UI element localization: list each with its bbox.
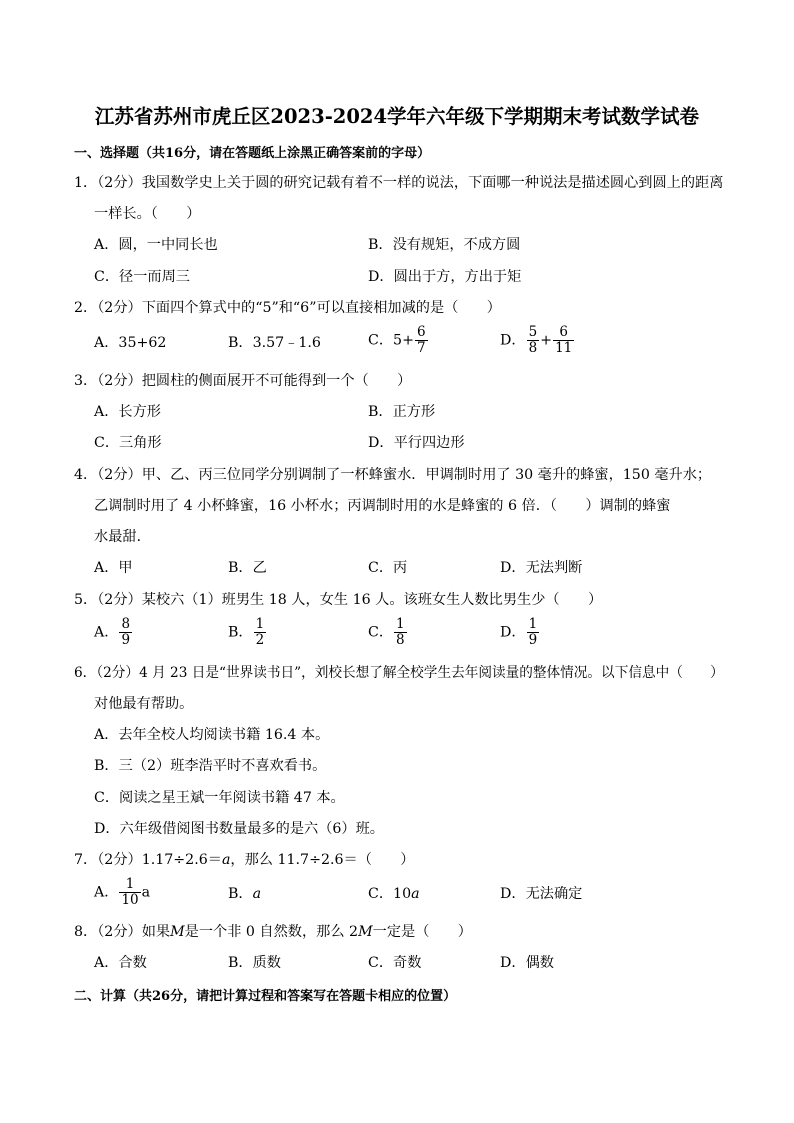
question-6-option-a: A．去年全校人均阅读书籍 16.4 本。	[94, 727, 330, 743]
question-6-text: 6．（2分）4 月 23 日是“世界读书日”，刘校长想了解全校学生去年阅读量的整体情况。以下信息中（ ）	[74, 665, 724, 681]
question-3-option-d: D．平行四边形	[368, 435, 465, 451]
question-5-option-b	[228, 617, 267, 648]
question-8-text-part: 是一个非 0 自然数，那么 2	[184, 924, 359, 940]
question-7-text-part: 7．（2分）1.17÷2.6＝	[74, 852, 222, 868]
fraction-denominator: 11	[555, 340, 573, 356]
question-3-text: 3．（2分）把圆柱的侧面展开不可能得到一个（ ）	[74, 373, 412, 389]
fraction-denominator: 8	[396, 632, 405, 648]
question-1-option-d: D．圆出于方，方出于矩	[368, 269, 522, 285]
question-2-option-c	[368, 325, 429, 356]
fraction	[119, 617, 132, 648]
question-7-option-b	[228, 884, 261, 904]
question-1-option-b: B．没有规矩，不成方圆	[368, 237, 521, 253]
question-6-option-d: D．六年级借阅图书数量最多的是六（6）班。	[94, 821, 384, 837]
question-8-option-d: D．偶数	[500, 955, 554, 971]
question-1-text: 1．（2分）我国数学史上关于圆的研究记载有着不一样的说法，下面哪一种说法是描述圆心到圆上的距离	[74, 175, 724, 191]
question-1-option-c: C．径一而周三	[94, 269, 190, 285]
option-label: D．	[500, 332, 526, 349]
question-2-option-a: A．35+62	[94, 335, 167, 351]
fraction-numerator: 5	[528, 324, 538, 340]
question-4-text-cont: 水最甜．	[94, 529, 151, 545]
question-6-option-c: C．阅读之星王斌一年阅读书籍 47 本。	[94, 790, 345, 806]
option-label: C．5+	[368, 332, 414, 349]
question-4-text: 4．（2分）甲、乙、丙三位同学分别调制了一杯蜂蜜水．甲调制时用了 30 毫升的蜂蜜，150 毫升水；	[74, 467, 712, 483]
question-7-option-a	[94, 877, 150, 908]
option-label: C．	[368, 624, 394, 641]
fraction-numerator: 6	[416, 324, 426, 340]
question-7-text	[74, 850, 414, 870]
question-3-option-c: C．三角形	[94, 435, 162, 451]
plus-sign: +	[540, 332, 553, 349]
variable-m: M	[170, 924, 185, 940]
question-8-text	[74, 922, 472, 942]
fraction	[527, 325, 540, 356]
question-5-text: 5．（2分）某校六（1）班男生 18 人，女生 16 人。该班女生人数比男生少（ ）	[74, 592, 603, 608]
question-6-option-b: B．三（2）班李浩平时不喜欢看书。	[94, 758, 327, 774]
fraction-denominator: 10	[121, 892, 139, 908]
fraction-numerator: 1	[528, 616, 538, 632]
question-8-option-a: A．合数	[94, 955, 147, 971]
section-heading-calculation: 二、计算（共26分，请把计算过程和答案写在答题卡相应的位置）	[74, 989, 457, 1004]
question-3-option-b: B．正方形	[368, 404, 436, 420]
fraction	[527, 617, 540, 648]
question-5-option-d	[500, 617, 540, 648]
question-4-option-c: C．丙	[368, 560, 408, 576]
question-4-option-a: A．甲	[94, 560, 133, 576]
option-label: A．	[94, 624, 119, 641]
question-4-text-cont: 乙调制时用了 4 小杯蜂蜜，16 小杯水；丙调制时用的水是蜂蜜的 6 倍．（ ）调制的蜂蜜	[94, 498, 671, 514]
fraction	[254, 617, 267, 648]
option-label: C．10	[368, 886, 412, 902]
question-8-option-b: B．质数	[228, 955, 281, 971]
section-heading-choice: 一、选择题（共16分，请在答题纸上涂黑正确答案前的字母）	[74, 146, 431, 161]
question-4-option-d: D．无法判断	[500, 560, 583, 576]
question-8-text-part: 一定是（ ）	[372, 924, 472, 940]
question-2-text: 2．（2分）下面四个算式中的“5”和“6”可以直接相加减的是（ ）	[74, 300, 501, 316]
fraction-numerator: 8	[121, 616, 131, 632]
page-title: 江苏省苏州市虎丘区2023-2024学年六年级下学期期末考试数学试卷	[94, 105, 700, 128]
question-7-option-d: D．无法确定	[500, 886, 583, 902]
question-1-option-a: A．圆，一中同长也	[94, 237, 218, 253]
question-2-option-b: B．3.57﹣1.6	[228, 335, 321, 351]
question-5-option-c	[368, 617, 408, 648]
option-label: D．	[500, 624, 526, 641]
variable-a: a	[411, 886, 420, 902]
variable-a: a	[221, 852, 231, 868]
question-8-option-c: C．奇数	[368, 955, 422, 971]
variable-a: a	[252, 886, 262, 902]
question-3-option-a: A．长方形	[94, 404, 161, 420]
fraction	[394, 617, 407, 648]
fraction	[415, 325, 428, 356]
fraction-denominator: 8	[528, 340, 538, 356]
question-7-text-part: ，那么 11.7÷2.6＝（ ）	[230, 852, 415, 868]
fraction-numerator: 1	[255, 616, 265, 632]
variable-m: M	[358, 924, 373, 940]
option-label: B．	[228, 886, 253, 902]
option-label: A．	[94, 884, 119, 901]
fraction-numerator: 6	[553, 325, 574, 341]
fraction	[553, 325, 574, 356]
question-2-option-d	[500, 325, 575, 356]
question-1-text-cont: 一样长。（ ）	[94, 206, 201, 222]
fraction-denominator: 9	[121, 632, 131, 648]
fraction	[119, 877, 140, 908]
fraction-denominator: 7	[416, 340, 426, 356]
question-8-text-part: 8．（2分）如果	[74, 924, 171, 940]
question-7-option-c	[368, 884, 420, 904]
question-5-option-a	[94, 617, 133, 648]
fraction-denominator: 2	[255, 632, 265, 648]
fraction-denominator: 9	[528, 632, 538, 648]
option-label: B．	[228, 624, 253, 641]
fraction-numerator: 1	[119, 877, 140, 893]
question-6-text-cont: 对他最有帮助。	[94, 696, 194, 712]
variable-a: a	[141, 884, 151, 901]
question-4-option-b: B．乙	[228, 560, 267, 576]
fraction-numerator: 1	[396, 616, 405, 632]
